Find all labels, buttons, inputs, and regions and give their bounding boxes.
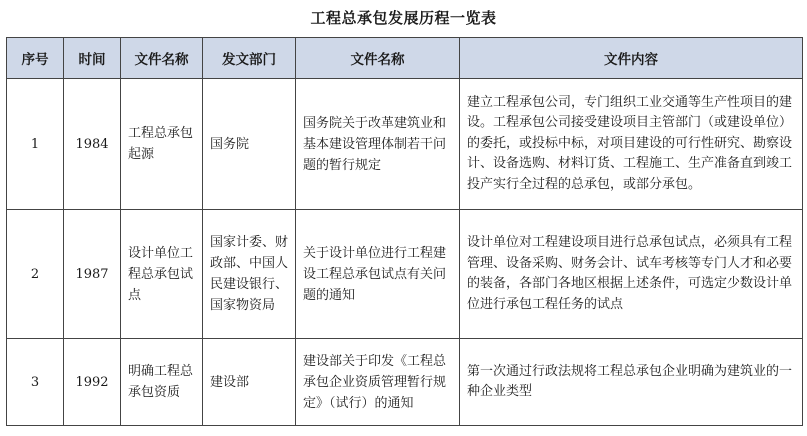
cell-document: 关于设计单位进行工程建设工程总承包试点有关问题的通知: [296, 210, 460, 339]
cell-department: 国家计委、财政部、中国人民建设银行、国家物资局: [203, 210, 296, 339]
header-topic: 文件名称: [121, 38, 203, 79]
cell-no: 3: [7, 339, 64, 426]
cell-year: 1992: [64, 339, 121, 426]
cell-topic: 工程总承包起源: [121, 79, 203, 210]
table-row: [7, 79, 803, 210]
table-row: [7, 339, 803, 426]
cell-year: 1987: [64, 210, 121, 339]
cell-no: 1: [7, 79, 64, 210]
cell-content: 建立工程承包公司，专门组织工业交通等生产性项目的建设。工程承包公司接受建设项目主管部门（或建设单位）的委托，或投标中标，对项目建设的可行性研究、勘察设计、设备选购、材料订货、工程施工、生产准备直到竣工投产实行全过程的总承包，或部分承包。: [460, 79, 803, 210]
header-no: 序号: [7, 38, 64, 79]
cell-department: 建设部: [203, 339, 296, 426]
header-department: 发文部门: [203, 38, 296, 79]
cell-department: 国务院: [203, 79, 296, 210]
header-content: 文件内容: [460, 38, 803, 79]
history-table: [6, 37, 803, 426]
table-title: 工程总承包发展历程一览表: [310, 9, 497, 27]
cell-content: 第一次通过行政法规将工程总承包企业明确为建筑业的一种企业类型: [460, 339, 803, 426]
header-row: [7, 38, 803, 79]
table-row: [7, 210, 803, 339]
cell-no: 2: [7, 210, 64, 339]
cell-content: 设计单位对工程建设项目进行总承包试点，必须具有工程管理、设备采购、财务会计、试车考核等专门人才和必要的装备，各部门各地区根据上述条件，可选定少数设计单位进行承包工程任务的试点: [460, 210, 803, 339]
cell-document: 国务院关于改革建筑业和基本建设管理体制若干问题的暂行规定: [296, 79, 460, 210]
cell-topic: 明确工程总承包资质: [121, 339, 203, 426]
cell-topic: 设计单位工程总承包试点: [121, 210, 203, 339]
cell-document: 建设部关于印发《工程总承包企业资质管理暂行规定》（试行）的通知: [296, 339, 460, 426]
cell-year: 1984: [64, 79, 121, 210]
header-year: 时间: [64, 38, 121, 79]
header-document: 文件名称: [296, 38, 460, 79]
